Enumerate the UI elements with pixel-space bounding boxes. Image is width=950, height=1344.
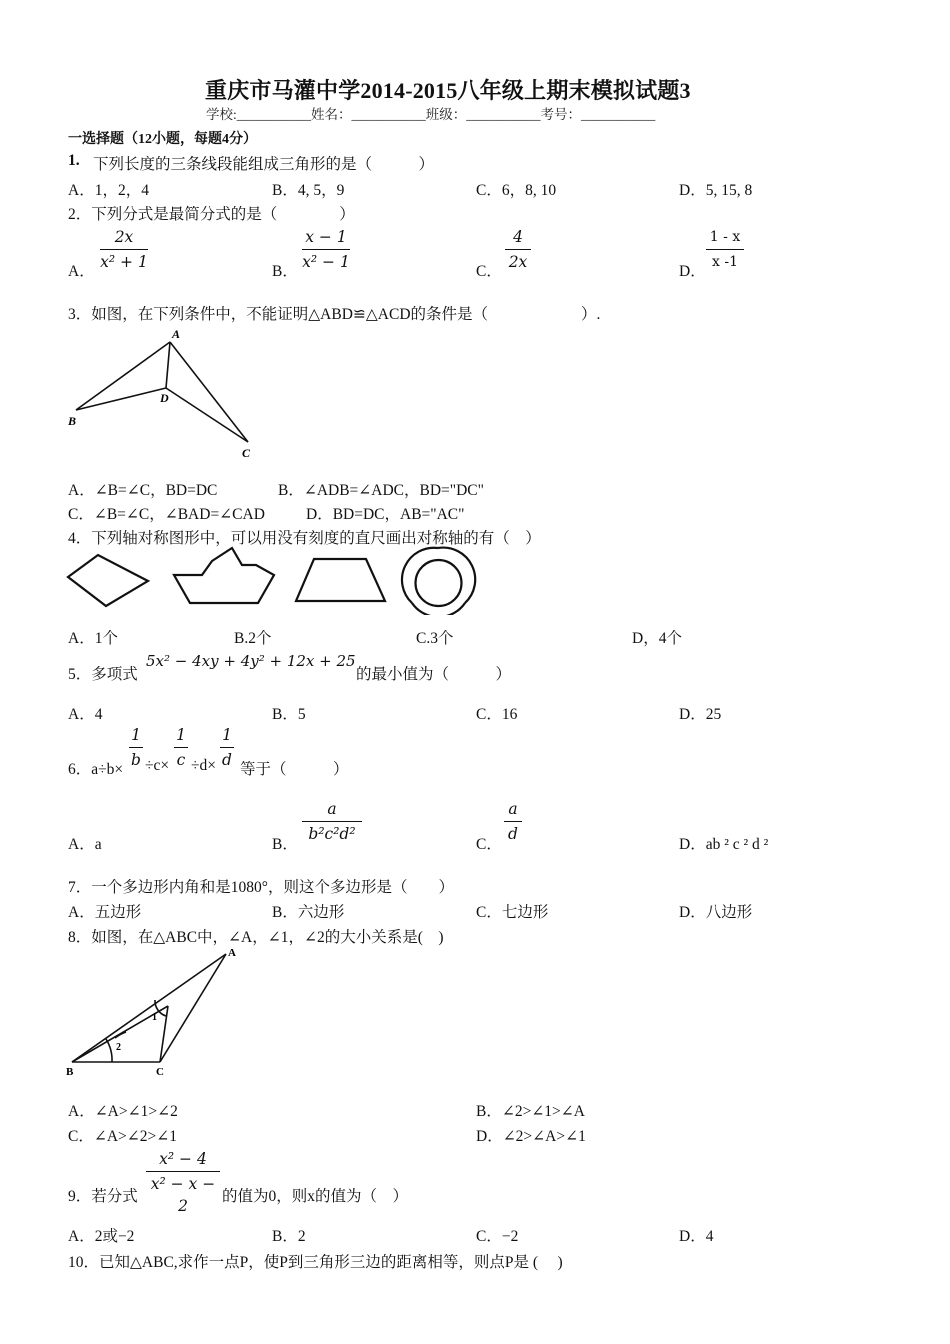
q9-option-b: B．2 bbox=[272, 1228, 306, 1245]
q2-option-b-label: B． bbox=[272, 263, 298, 280]
q4-option-a: A．1个 bbox=[68, 630, 118, 647]
label-angle-1: 1 bbox=[152, 1012, 157, 1023]
q5-prefix: 5．多项式 bbox=[68, 666, 138, 683]
q6-prefix: 6．a÷b× bbox=[68, 761, 124, 778]
q7-option-c: C．七边形 bbox=[476, 904, 549, 921]
segment-ab bbox=[76, 342, 170, 410]
segment-ca bbox=[160, 954, 226, 1062]
segment-ba bbox=[72, 954, 226, 1062]
label-d: D bbox=[160, 391, 169, 405]
denominator: d bbox=[508, 825, 518, 843]
q7-option-a: A．五边形 bbox=[68, 904, 142, 921]
q2-a-denominator: x² + 1 bbox=[100, 253, 148, 271]
q4-option-c: C.3个 bbox=[416, 630, 454, 647]
fraction-bar bbox=[504, 821, 522, 822]
q4-shapes-figure bbox=[62, 545, 492, 615]
q8-option-a: A．∠A>∠1>∠2 bbox=[68, 1103, 178, 1120]
label-a: A bbox=[172, 327, 181, 341]
label-b: B bbox=[66, 1066, 74, 1078]
q6-suffix: 等于（ ） bbox=[240, 761, 349, 778]
q10-stem: 10．已知△ABC,求作一点P，使P到三角形三边的距离相等，则点P是 ( ) bbox=[68, 1254, 563, 1271]
triquetra-circle bbox=[416, 560, 462, 606]
q6-option-b-label: B． bbox=[272, 836, 298, 853]
q5-polynomial: 5x² − 4xy + 4y² + 12x + 25 bbox=[146, 652, 356, 670]
q7-stem: 7．一个多边形内角和是1080°，则这个多边形是（ ） bbox=[68, 879, 454, 896]
segment-ad bbox=[166, 342, 170, 388]
fraction-bar bbox=[146, 1171, 220, 1172]
denominator: x² − x − 2 bbox=[150, 1175, 216, 1215]
q8-option-d: D．∠2>∠A>∠1 bbox=[476, 1128, 586, 1145]
q2-d-numerator: 1 - x bbox=[709, 229, 741, 245]
label-c: C bbox=[156, 1066, 164, 1078]
q6-option-a: A．a bbox=[68, 836, 102, 853]
q2-option-a-label: A． bbox=[68, 263, 95, 280]
fraction-bar bbox=[302, 249, 350, 250]
fraction-bar bbox=[505, 249, 531, 250]
q6-fraction-1-over-b bbox=[129, 724, 143, 771]
kite-shape bbox=[68, 555, 148, 606]
numerator: a bbox=[508, 800, 518, 818]
label-c: C bbox=[242, 446, 251, 460]
triquetra-arcs bbox=[402, 548, 475, 615]
segment-bd bbox=[76, 388, 166, 410]
fraction-bar bbox=[220, 747, 234, 748]
q6-middle-2: ÷d× bbox=[191, 757, 216, 774]
trapezoid-shape bbox=[296, 559, 385, 601]
q5-option-d: D．25 bbox=[679, 706, 722, 723]
q9-option-c: C．−2 bbox=[476, 1228, 519, 1245]
q2-c-denominator: 2x bbox=[508, 253, 528, 271]
q6-middle-1: ÷c× bbox=[145, 757, 170, 774]
q9-suffix: 的值为0，则x的值为（ ） bbox=[222, 1188, 409, 1205]
q2-stem: 2．下列分式是最简分式的是（ ） bbox=[68, 206, 355, 223]
q1-stem: 下列长度的三条线段能组成三角形的是（ ） bbox=[93, 156, 435, 173]
numerator: a bbox=[327, 800, 337, 818]
q2-option-b-fraction bbox=[302, 226, 350, 273]
q4-stem: 4．下列轴对称图形中，可以用没有刻度的直尺画出对称轴的有（ ） bbox=[68, 530, 541, 547]
q2-a-numerator: 2x bbox=[114, 228, 134, 246]
numerator: 1 bbox=[222, 726, 232, 744]
denominator: b²c²d² bbox=[308, 825, 356, 843]
q9-fraction bbox=[146, 1148, 220, 1217]
label-angle-2: 2 bbox=[116, 1042, 121, 1053]
q1-option-d: D．5, 15, 8 bbox=[679, 182, 753, 199]
q3-option-c: C．∠B=∠C，∠BAD=∠CAD bbox=[68, 506, 265, 523]
q6-option-d: D．ab ² c ² d ² bbox=[679, 836, 769, 853]
q9-prefix: 9．若分式 bbox=[68, 1188, 138, 1205]
fraction-bar bbox=[706, 249, 744, 250]
q3-stem: 3．如图，在下列条件中，不能证明△ABD≌△ACD的条件是（ ）. bbox=[68, 306, 601, 323]
q6-option-c-fraction bbox=[504, 798, 522, 845]
q6-fraction-1-over-d bbox=[220, 724, 234, 771]
numerator: 1 bbox=[176, 726, 186, 744]
fraction-bar bbox=[302, 821, 362, 822]
fraction-bar bbox=[174, 747, 188, 748]
q3-triangle-figure bbox=[62, 322, 262, 462]
page-title: 重庆市马灌中学2014-2015八年级上期末模拟试题3 bbox=[205, 78, 691, 103]
section-heading: 一选择题（12小题，每题4分） bbox=[68, 132, 257, 147]
q7-option-b: B．六边形 bbox=[272, 904, 345, 921]
q8-option-b: B．∠2>∠1>∠A bbox=[476, 1103, 585, 1120]
q1-number: 1. bbox=[68, 152, 80, 169]
q4-option-d: D，4个 bbox=[632, 630, 682, 647]
q3-option-b: B．∠ADB=∠ADC，BD="DC" bbox=[278, 482, 484, 499]
label-a: A bbox=[228, 947, 236, 959]
q7-option-d: D．八边形 bbox=[679, 904, 753, 921]
q5-option-a: A．4 bbox=[68, 706, 103, 723]
q2-b-numerator: x − 1 bbox=[305, 228, 347, 246]
q1-option-a: A．1，2，4 bbox=[68, 182, 149, 199]
q5-option-b: B．5 bbox=[272, 706, 306, 723]
q2-option-d-label: D． bbox=[679, 263, 706, 280]
q9-option-a: A．2或−2 bbox=[68, 1228, 135, 1245]
student-info-line: 学校:___________姓名：___________班级：___________考号：___________ bbox=[206, 107, 656, 122]
boat-shape bbox=[174, 548, 274, 603]
q9-option-d: D．4 bbox=[679, 1228, 714, 1245]
numerator: x² − 4 bbox=[159, 1150, 207, 1168]
q8-triangle-figure bbox=[62, 944, 262, 1078]
q2-option-c-fraction bbox=[505, 226, 531, 273]
q2-option-d-fraction bbox=[706, 226, 744, 273]
q1-option-b: B．4, 5，9 bbox=[272, 182, 345, 199]
q3-option-d: D．BD=DC，AB="AC" bbox=[306, 506, 465, 523]
denominator: c bbox=[176, 751, 186, 769]
q3-option-a: A．∠B=∠C，BD=DC bbox=[68, 482, 218, 499]
q2-c-numerator: 4 bbox=[513, 228, 523, 246]
q2-option-a-fraction bbox=[100, 226, 148, 273]
q5-suffix: 的最小值为（ ） bbox=[356, 666, 512, 683]
segment-ac bbox=[170, 342, 248, 442]
q8-stem: 8．如图，在△ABC中，∠A，∠1，∠2的大小关系是( ) bbox=[68, 929, 444, 946]
q6-option-c-label: C． bbox=[476, 836, 502, 853]
q4-option-b: B.2个 bbox=[234, 630, 272, 647]
q5-option-c: C．16 bbox=[476, 706, 518, 723]
denominator: d bbox=[222, 751, 232, 769]
fraction-bar bbox=[129, 747, 143, 748]
q6-fraction-1-over-c bbox=[174, 724, 188, 771]
numerator: 1 bbox=[131, 726, 141, 744]
q1-option-c: C．6，8, 10 bbox=[476, 182, 557, 199]
q2-d-denominator: x -1 bbox=[712, 254, 738, 270]
denominator: b bbox=[131, 751, 141, 769]
q2-option-c-label: C． bbox=[476, 263, 502, 280]
q6-option-b-fraction bbox=[302, 798, 362, 845]
label-b: B bbox=[68, 414, 77, 428]
fraction-bar bbox=[100, 249, 148, 250]
segment-dc bbox=[166, 388, 248, 442]
q8-option-c: C．∠A>∠2>∠1 bbox=[68, 1128, 177, 1145]
q2-b-denominator: x² − 1 bbox=[302, 253, 350, 271]
